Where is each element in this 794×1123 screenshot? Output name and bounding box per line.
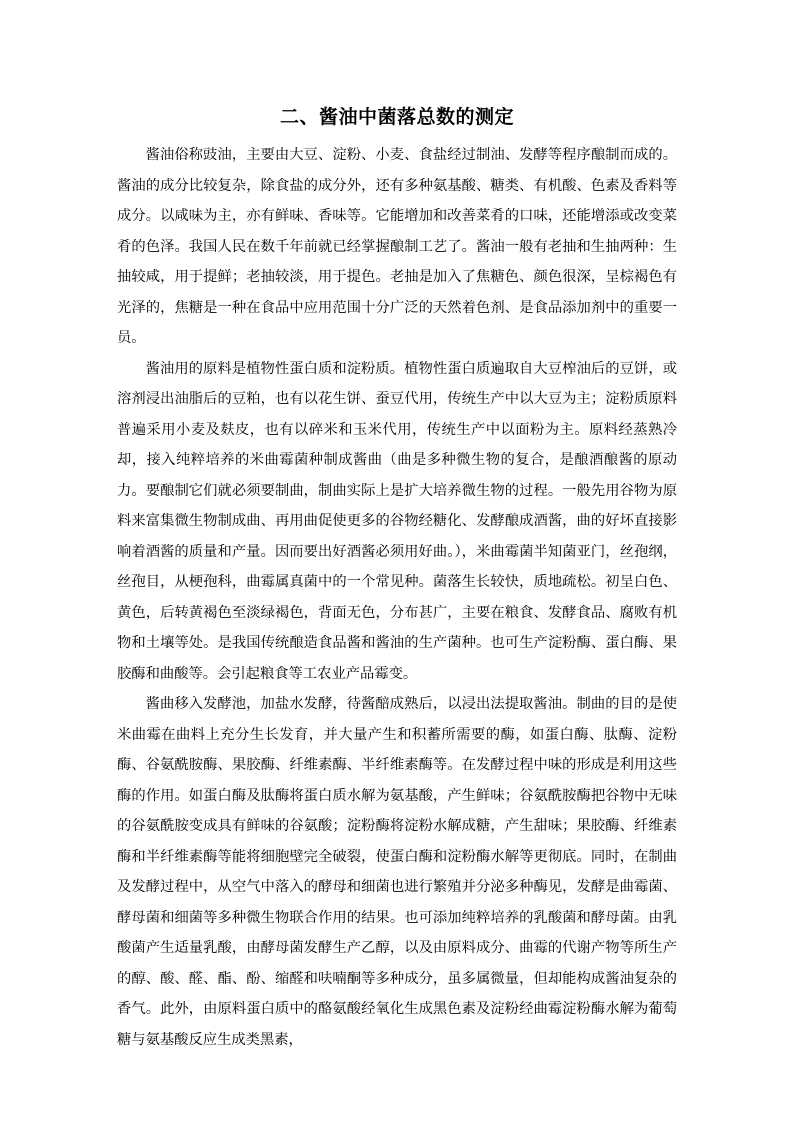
page-title: 二、酱油中菌落总数的测定: [279, 106, 514, 128]
document-body: [117, 140, 677, 1055]
paragraph-raw-materials: 酱油用的原料是植物性蛋白质和淀粉质。植物性蛋白质遍取自大豆榨油后的豆饼，或溶剂浸出油脂后的豆粕，也有以花生饼、蚕豆代用，传统生产中以大豆为主；淀粉质原料普遍采用小麦及麸皮，也有以碎米和玉米代用，传统生产中以面粉为主。原料经蒸熟冷却，接入纯粹培养的米曲霉菌种制成酱曲（曲是多种微生物的复合，是酿酒酿酱的原动力。要酿制它们就必须要制曲，制曲实际上是扩大培养微生物的过程。一般先用谷物为原料来富集微生物制成曲、再用曲促使更多的谷物经糖化、发酵酿成酒酱，曲的好坏直接影响着酒酱的质量和产量。因而要出好酒酱必须用好曲。），米曲霉菌半知菌亚门，丝孢纲，丝孢目，从梗孢科，曲霉属真菌中的一个常见种。菌落生长较快，质地疏松。初呈白色、黄色，后转黄褐色至淡绿褐色，背面无色，分布甚广，主要在粮食、发酵食品、腐败有机物和土壤等处。是我国传统酿造食品酱和酱油的生产菌种。也可生产淀粉酶、蛋白酶、果胶酶和曲酸等。会引起粮食等工农业产品霉变。: [117, 360, 677, 682]
paragraph-soy-sauce-intro: 酱油俗称豉油，主要由大豆、淀粉、小麦、食盐经过制油、发酵等程序酿制而成的。酱油的成分比较复杂，除食盐的成分外，还有多种氨基酸、糖类、有机酸、色素及香料等成分。以咸味为主，亦有鲜味、香味等。它能增加和改善菜肴的口味，还能增添或改变菜肴的色泽。我国人民在数千年前就已经掌握酿制工艺了。酱油一般有老抽和生抽两种：生抽较咸，用于提鲜；老抽较淡，用于提色。老抽是加入了焦糖色、颜色很深，呈棕褐色有光泽的，焦糖是一种在食品中应用范围十分广泛的天然着色剂、是食品添加剂中的重要一员。: [117, 147, 677, 346]
paragraph-fermentation: 酱曲移入发酵池，加盐水发酵，待酱醅成熟后，以浸出法提取酱油。制曲的目的是使米曲霉在曲料上充分生长发育，并大量产生和积蓄所需要的酶，如蛋白酶、肽酶、淀粉酶、谷氨酰胺酶、果胶酶、纤维素酶、半纤维素酶等。在发酵过程中味的形成是利用这些酶的作用。如蛋白酶及肽酶将蛋白质水解为氨基酸，产生鲜味；谷氨酰胺酶把谷物中无味的谷氨酰胺变成具有鲜味的谷氨酸；淀粉酶将淀粉水解成糖，产生甜味；果胶酶、纤维素酶和半纤维素酶等能将细胞壁完全破裂，使蛋白酶和淀粉酶水解等更彻底。同时，在制曲及发酵过程中，从空气中落入的酵母和细菌也进行繁殖并分泌多种酶见，发酵是曲霉菌、酵母菌和细菌等多种微生物联合作用的结果。也可添加纯粹培养的乳酸菌和酵母菌。由乳酸菌产生适量乳酸，由酵母菌发酵生产乙醇，以及由原料成分、曲霉的代谢产物等所生产的醇、酸、醛、酯、酚、缩醛和呋喃酮等多种成分，虽多属微量，但却能构成酱油复杂的香气。此外，由原料蛋白质中的酪氨酸经氧化生成黑色素及淀粉经曲霉淀粉酶水解为葡萄糖与氨基酸反应生成类黑素，: [117, 696, 677, 1048]
